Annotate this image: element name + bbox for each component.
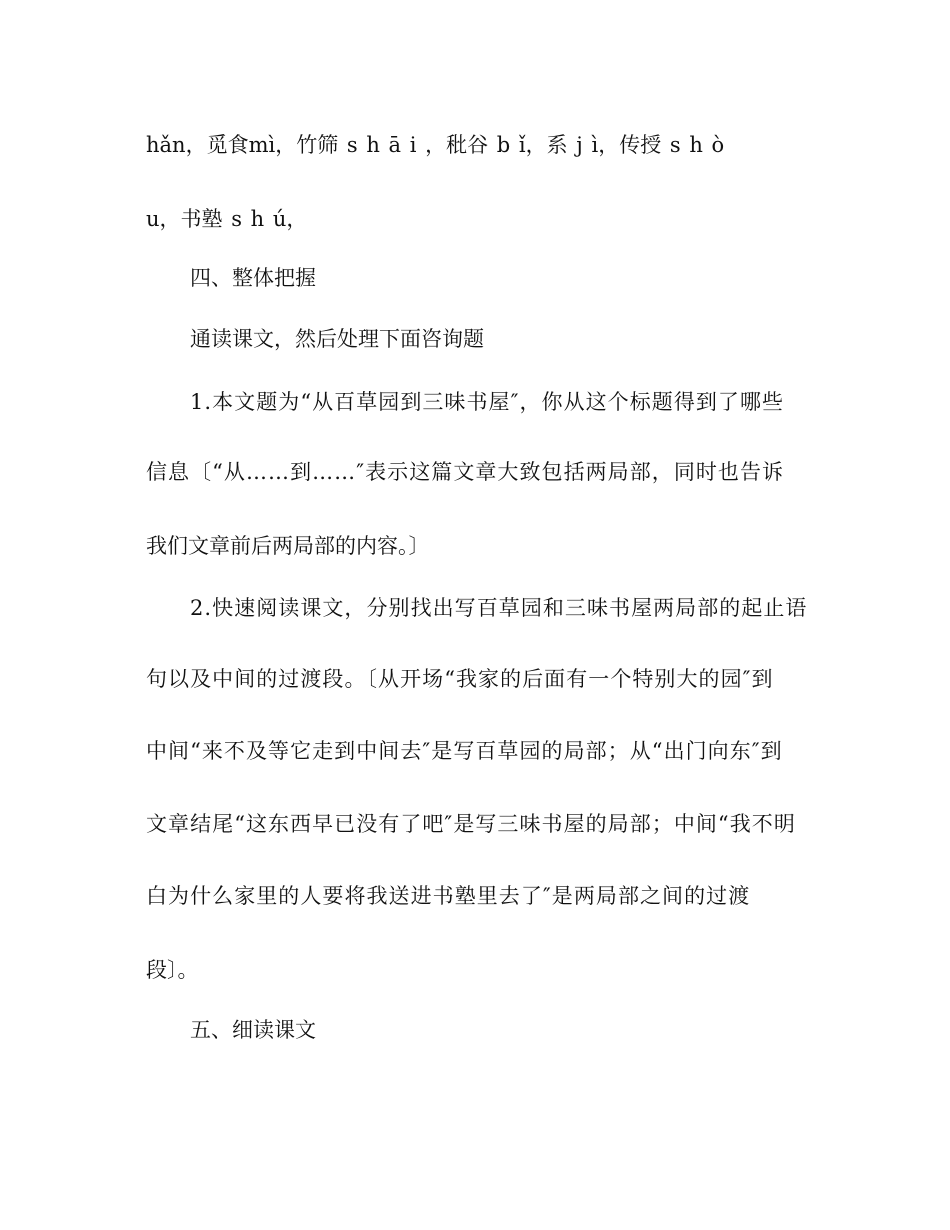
pinyin-line-2: u，书塾 s h ú，: [146, 207, 308, 231]
section-heading-close-reading: 五、细读课文: [190, 1018, 316, 1042]
question-2-line-3: 中间“来不及等它走到中间去″是写百草园的局部；从“出门向东″到: [146, 739, 783, 763]
pinyin-line-1: hǎn，觅食mì，竹筛 s h ā i ，秕谷 b ǐ，系 j ì，传授 s h ò: [146, 133, 725, 157]
question-2-line-1: 2.快速阅读课文，分别找出写百草园和三味书屋两局部的起止语: [190, 596, 808, 620]
question-2-line-4: 文章结尾“这东西早已没有了吧″是写三味书屋的局部；中间“我不明: [146, 812, 796, 836]
question-2-line-5: 白为什么家里的人要将我送进书塾里去了″是两局部之间的过渡: [146, 884, 751, 908]
section-heading-overall: 四、整体把握: [190, 266, 316, 290]
question-1-line-3: 我们文章前后两局部的内容。〕: [146, 534, 430, 558]
question-2-line-6: 段〕。: [146, 958, 199, 982]
question-1-line-2: 信息〔“从……到……″表示这篇文章大致包括两局部，同时也告诉: [146, 460, 785, 484]
question-1-line-1: 1.本文题为“从百草园到三味书屋″，你从这个标题得到了哪些: [190, 390, 785, 414]
instruction-line: 通读课文，然后处理下面咨询题: [190, 327, 484, 351]
question-2-line-2: 句以及中间的过渡段。〔从开场“我家的后面有一个特别大的园″到: [146, 667, 774, 691]
